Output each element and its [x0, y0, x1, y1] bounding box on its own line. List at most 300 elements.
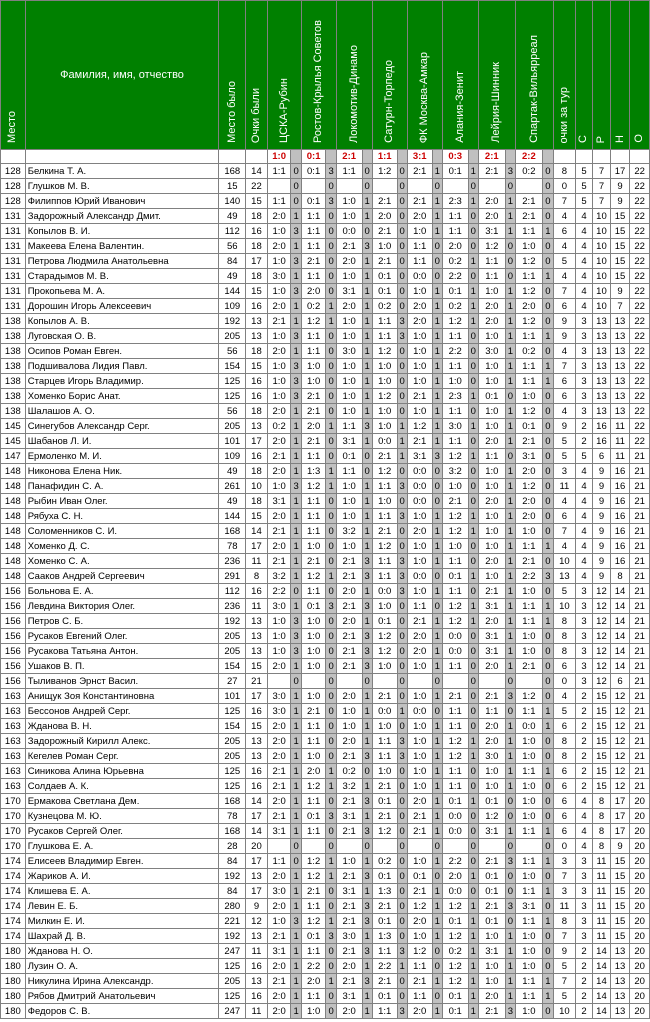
result-8: 2:2 — [515, 150, 542, 164]
cell-points: 1 — [468, 899, 478, 914]
cell-points: 1 — [468, 509, 478, 524]
table-row — [1, 719, 650, 734]
cell-s: 4 — [575, 524, 593, 539]
cell-points: 0 — [362, 179, 372, 194]
cell-points: 1 — [432, 299, 442, 314]
cell-prediction: 2:1 — [407, 974, 432, 989]
cell-prediction: 1:0 — [336, 194, 362, 209]
cell-points: 1 — [432, 644, 442, 659]
cell-mesto-bylo: 247 — [219, 1004, 246, 1019]
cell-points: 3 — [291, 329, 301, 344]
cell-points: 1 — [468, 929, 478, 944]
cell-s: 4 — [575, 539, 593, 554]
cell-points: 1 — [291, 734, 301, 749]
cell-o: 22 — [630, 224, 650, 239]
cell-ochki-za-tur: 0 — [554, 179, 576, 194]
cell-points: 0 — [362, 674, 372, 689]
cell-points: 0 — [468, 824, 478, 839]
cell-points: 1 — [468, 314, 478, 329]
table-row — [1, 959, 650, 974]
cell-prediction: 1:0 — [372, 599, 397, 614]
cell-prediction: 1:1 — [372, 944, 397, 959]
cell-mesto: 174 — [1, 929, 26, 944]
cell-prediction: 1:1 — [515, 614, 542, 629]
cell-points: 1 — [432, 809, 442, 824]
cell-points: 0 — [468, 884, 478, 899]
cell-points: 1 — [505, 209, 515, 224]
cell-prediction: 1:0 — [407, 284, 432, 299]
cell-fio: Осипов Роман Евген. — [25, 344, 219, 359]
cell-ochki-za-tur: 7 — [554, 929, 576, 944]
cell-ochki-byli: 15 — [246, 509, 268, 524]
cell-prediction: 1:1 — [442, 764, 468, 779]
cell-mesto-bylo: 205 — [219, 749, 246, 764]
cell-o: 22 — [630, 269, 650, 284]
cell-prediction: 0:1 — [442, 569, 468, 584]
cell-ochki-byli: 13 — [246, 869, 268, 884]
cell-prediction: 2:1 — [478, 1004, 505, 1019]
cell-ochki-byli: 17 — [246, 434, 268, 449]
cell-o: 21 — [630, 764, 650, 779]
cell-prediction: 2:1 — [336, 749, 362, 764]
cell-points: 1 — [362, 524, 372, 539]
cell-points: 3 — [505, 854, 515, 869]
cell-prediction: 2:0 — [478, 614, 505, 629]
cell-mesto-bylo: 205 — [219, 734, 246, 749]
cell-points: 1 — [362, 884, 372, 899]
cell-prediction: 2:0 — [301, 974, 326, 989]
cell-prediction: 2:0 — [442, 239, 468, 254]
cell-r: 9 — [593, 479, 611, 494]
cell-n: 14 — [610, 584, 630, 599]
cell-prediction: 2:1 — [372, 449, 397, 464]
cell-mesto-bylo: 125 — [219, 704, 246, 719]
cell-r: 10 — [593, 299, 611, 314]
cell-mesto: 180 — [1, 1004, 26, 1019]
cell-o: 21 — [630, 479, 650, 494]
cell-points: 3 — [291, 224, 301, 239]
cell-points: 0 — [432, 254, 442, 269]
cell-points: 1 — [291, 824, 301, 839]
cell-prediction: 1:1 — [442, 359, 468, 374]
cell-points: 0 — [542, 254, 553, 269]
cell-fio: Хоменко Борис Анат. — [25, 389, 219, 404]
cell-s: 4 — [575, 839, 593, 854]
cell-points: 0 — [397, 884, 407, 899]
cell-points: 0 — [326, 254, 336, 269]
header-fio: Фамилия, имя, отчество — [25, 1, 219, 150]
cell-o: 20 — [630, 929, 650, 944]
cell-prediction: 0:1 — [336, 449, 362, 464]
cell-points: 1 — [362, 284, 372, 299]
cell-points: 3 — [291, 254, 301, 269]
cell-points: 3 — [291, 614, 301, 629]
cell-points: 3 — [326, 929, 336, 944]
cell-s: 2 — [575, 1004, 593, 1019]
cell-mesto: 131 — [1, 239, 26, 254]
cell-o: 22 — [630, 194, 650, 209]
cell-points: 1 — [362, 689, 372, 704]
cell-prediction: 1:2 — [515, 479, 542, 494]
cell-prediction: 1:0 — [267, 644, 291, 659]
table-row — [1, 1004, 650, 1019]
cell-prediction: 1:1 — [407, 989, 432, 1004]
cell-prediction: 1:0 — [515, 929, 542, 944]
cell-points: 0 — [326, 719, 336, 734]
cell-prediction: 1:0 — [336, 329, 362, 344]
cell-mesto: 131 — [1, 209, 26, 224]
cell-ochki-za-tur: 8 — [554, 914, 576, 929]
cell-r: 6 — [593, 449, 611, 464]
cell-r: 9 — [593, 494, 611, 509]
cell-points: 1 — [432, 419, 442, 434]
cell-mesto: 180 — [1, 944, 26, 959]
cell-n: 15 — [610, 269, 630, 284]
cell-points: 1 — [505, 359, 515, 374]
cell-ochki-byli: 13 — [246, 314, 268, 329]
cell-prediction: 1:0 — [515, 644, 542, 659]
cell-mesto-bylo: 28 — [219, 839, 246, 854]
cell-points: 0 — [505, 839, 515, 854]
cell-n: 12 — [610, 749, 630, 764]
cell-points: 3 — [291, 389, 301, 404]
cell-prediction: 1:1 — [372, 509, 397, 524]
cell-mesto-bylo: 84 — [219, 254, 246, 269]
cell-prediction: 1:1 — [301, 899, 326, 914]
cell-points: 1 — [326, 764, 336, 779]
cell-mesto-bylo: 49 — [219, 209, 246, 224]
cell-points: 1 — [432, 344, 442, 359]
cell-prediction: 2:0 — [478, 719, 505, 734]
cell-prediction: 1:0 — [336, 404, 362, 419]
cell-points: 1 — [291, 884, 301, 899]
cell-prediction: 2:1 — [267, 779, 291, 794]
result-3: 2:1 — [336, 150, 362, 164]
cell-points: 0 — [542, 449, 553, 464]
cell-ochki-byli: 21 — [246, 674, 268, 689]
cell-prediction — [515, 179, 542, 194]
cell-ochki-byli: 17 — [246, 854, 268, 869]
cell-r: 12 — [593, 674, 611, 689]
cell-prediction: 1:1 — [442, 404, 468, 419]
cell-points: 0 — [468, 539, 478, 554]
cell-fio: Солдаев А. К. — [25, 779, 219, 794]
cell-ochki-byli: 17 — [246, 254, 268, 269]
cell-ochki-za-tur: 10 — [554, 1004, 576, 1019]
cell-prediction: 2:0 — [267, 989, 291, 1004]
cell-prediction: 0:1 — [442, 284, 468, 299]
cell-points: 1 — [291, 749, 301, 764]
cell-points: 1 — [542, 224, 553, 239]
cell-fio: Шахрай Д. В. — [25, 929, 219, 944]
cell-points: 1 — [432, 614, 442, 629]
cell-prediction: 1:0 — [478, 404, 505, 419]
cell-points: 3 — [362, 599, 372, 614]
cell-prediction: 2:0 — [407, 314, 432, 329]
cell-prediction: 0:1 — [407, 869, 432, 884]
cell-n: 12 — [610, 779, 630, 794]
cell-ochki-byli: 17 — [246, 539, 268, 554]
cell-points: 1 — [432, 404, 442, 419]
cell-mesto: 163 — [1, 749, 26, 764]
cell-r: 12 — [593, 599, 611, 614]
cell-prediction: 2:1 — [372, 254, 397, 269]
cell-prediction: 2:1 — [407, 824, 432, 839]
cell-prediction: 2:1 — [407, 884, 432, 899]
cell-points: 0 — [542, 779, 553, 794]
cell-points: 0 — [326, 179, 336, 194]
cell-s: 2 — [575, 959, 593, 974]
cell-points: 1 — [362, 704, 372, 719]
cell-points: 1 — [432, 914, 442, 929]
cell-r: 11 — [593, 854, 611, 869]
cell-prediction: 0:1 — [442, 1004, 468, 1019]
cell-fio: Прокопьева М. А. — [25, 284, 219, 299]
cell-points: 1 — [432, 929, 442, 944]
cell-points: 0 — [542, 299, 553, 314]
cell-prediction: 2:1 — [267, 764, 291, 779]
cell-prediction: 1:2 — [442, 449, 468, 464]
cell-prediction: 1:0 — [407, 554, 432, 569]
cell-prediction: 1:1 — [267, 854, 291, 869]
table-row — [1, 869, 650, 884]
cell-fio: Елисеев Владимир Евген. — [25, 854, 219, 869]
cell-prediction: 2:2 — [267, 584, 291, 599]
cell-n: 17 — [610, 824, 630, 839]
cell-prediction: 1:1 — [442, 659, 468, 674]
cell-prediction: 1:2 — [372, 644, 397, 659]
cell-ochki-byli: 18 — [246, 494, 268, 509]
cell-prediction: 3:1 — [407, 449, 432, 464]
table-row — [1, 944, 650, 959]
cell-points: 0 — [542, 929, 553, 944]
cell-ochki-za-tur: 0 — [554, 839, 576, 854]
cell-prediction: 0:1 — [301, 929, 326, 944]
cell-prediction: 2:2 — [515, 569, 542, 584]
cell-prediction: 1:2 — [515, 254, 542, 269]
cell-ochki-byli: 22 — [246, 179, 268, 194]
cell-prediction: 1:0 — [336, 314, 362, 329]
cell-ochki-za-tur: 6 — [554, 794, 576, 809]
cell-points: 0 — [326, 884, 336, 899]
cell-points: 1 — [326, 914, 336, 929]
cell-points: 3 — [362, 824, 372, 839]
cell-s: 4 — [575, 569, 593, 584]
cell-n: 11 — [610, 419, 630, 434]
cell-points: 1 — [542, 824, 553, 839]
cell-points: 0 — [542, 314, 553, 329]
cell-n: 16 — [610, 524, 630, 539]
table-row — [1, 374, 650, 389]
cell-points: 1 — [326, 479, 336, 494]
cell-prediction: 1:1 — [515, 884, 542, 899]
cell-prediction: 1:2 — [301, 914, 326, 929]
cell-points: 0 — [505, 704, 515, 719]
table-row — [1, 284, 650, 299]
cell-points: 0 — [397, 929, 407, 944]
table-row — [1, 389, 650, 404]
cell-o: 21 — [630, 629, 650, 644]
cell-points: 3 — [397, 569, 407, 584]
cell-fio: Петров С. Б. — [25, 614, 219, 629]
cell-points: 0 — [468, 344, 478, 359]
cell-points: 1 — [505, 989, 515, 1004]
cell-prediction: 3:2 — [267, 569, 291, 584]
cell-prediction: 1:0 — [336, 389, 362, 404]
cell-ochki-za-tur: 5 — [554, 704, 576, 719]
cell-prediction: 0:1 — [301, 164, 326, 179]
cell-points: 1 — [362, 539, 372, 554]
cell-o: 20 — [630, 944, 650, 959]
cell-prediction: 1:1 — [515, 269, 542, 284]
cell-points: 0 — [326, 509, 336, 524]
cell-points: 3 — [291, 914, 301, 929]
cell-ochki-za-tur: 7 — [554, 284, 576, 299]
cell-mesto-bylo: 192 — [219, 614, 246, 629]
cell-prediction: 1:2 — [301, 314, 326, 329]
cell-o: 20 — [630, 974, 650, 989]
cell-ochki-za-tur: 8 — [554, 644, 576, 659]
cell-ochki-za-tur: 6 — [554, 824, 576, 839]
cell-ochki-za-tur: 4 — [554, 344, 576, 359]
cell-points: 0 — [542, 629, 553, 644]
cell-o: 20 — [630, 839, 650, 854]
cell-prediction: 1:1 — [515, 224, 542, 239]
cell-points: 0 — [397, 839, 407, 854]
cell-o: 22 — [630, 209, 650, 224]
cell-mesto: 128 — [1, 164, 26, 179]
cell-prediction: 1:0 — [407, 854, 432, 869]
cell-prediction: 0:2 — [442, 944, 468, 959]
cell-points: 1 — [505, 614, 515, 629]
cell-mesto-bylo: 27 — [219, 674, 246, 689]
cell-n: 11 — [610, 434, 630, 449]
cell-prediction: 2:1 — [336, 659, 362, 674]
cell-ochki-za-tur: 8 — [554, 164, 576, 179]
header-s: С — [575, 1, 593, 150]
cell-points: 1 — [432, 284, 442, 299]
cell-mesto-bylo: 154 — [219, 359, 246, 374]
cell-points: 0 — [432, 944, 442, 959]
cell-points: 0 — [542, 1004, 553, 1019]
header-row — [1, 1, 650, 150]
cell-points: 3 — [362, 974, 372, 989]
cell-prediction: 2:1 — [372, 974, 397, 989]
cell-points: 1 — [468, 1004, 478, 1019]
cell-points: 0 — [326, 959, 336, 974]
cell-points: 0 — [505, 254, 515, 269]
cell-points: 1 — [432, 554, 442, 569]
cell-mesto: 148 — [1, 569, 26, 584]
cell-prediction: 1:1 — [515, 329, 542, 344]
cell-r: 10 — [593, 269, 611, 284]
cell-prediction: 1:0 — [301, 659, 326, 674]
cell-points: 1 — [432, 434, 442, 449]
cell-prediction: 2:0 — [478, 314, 505, 329]
cell-points: 0 — [397, 239, 407, 254]
cell-points: 0 — [542, 899, 553, 914]
cell-s: 5 — [575, 194, 593, 209]
cell-n: 13 — [610, 314, 630, 329]
cell-mesto-bylo: 125 — [219, 989, 246, 1004]
cell-prediction: 1:0 — [478, 779, 505, 794]
cell-prediction: 2:1 — [336, 239, 362, 254]
cell-ochki-byli: 8 — [246, 569, 268, 584]
cell-prediction: 1:0 — [407, 779, 432, 794]
result-6: 0:3 — [442, 150, 468, 164]
cell-prediction: 1:2 — [442, 599, 468, 614]
cell-r: 8 — [593, 839, 611, 854]
cell-r: 8 — [593, 794, 611, 809]
table-row — [1, 209, 650, 224]
cell-prediction: 1:1 — [336, 464, 362, 479]
cell-points: 0 — [326, 374, 336, 389]
cell-prediction: 1:1 — [372, 479, 397, 494]
cell-points: 0 — [397, 284, 407, 299]
table-row — [1, 194, 650, 209]
cell-prediction: 1:1 — [515, 599, 542, 614]
table-row — [1, 599, 650, 614]
cell-prediction: 0:0 — [442, 884, 468, 899]
header-ochki-byli: Очки были — [246, 1, 268, 150]
cell-fio: Задорожный Александр Дмит. — [25, 209, 219, 224]
cell-points: 0 — [505, 869, 515, 884]
cell-points: 0 — [542, 674, 553, 689]
table-row — [1, 794, 650, 809]
cell-n: 13 — [610, 389, 630, 404]
cell-points: 1 — [326, 464, 336, 479]
cell-points: 0 — [542, 584, 553, 599]
cell-prediction: 0:1 — [478, 869, 505, 884]
cell-points: 3 — [291, 359, 301, 374]
cell-s: 2 — [575, 764, 593, 779]
cell-points: 0 — [326, 704, 336, 719]
cell-r: 13 — [593, 359, 611, 374]
cell-prediction: 1:0 — [267, 359, 291, 374]
cell-o: 20 — [630, 794, 650, 809]
cell-prediction: 1:1 — [515, 374, 542, 389]
table-row — [1, 644, 650, 659]
cell-points: 0 — [326, 989, 336, 1004]
cell-n: 13 — [610, 404, 630, 419]
cell-r: 9 — [593, 569, 611, 584]
cell-r: 14 — [593, 974, 611, 989]
cell-mesto-bylo: 140 — [219, 194, 246, 209]
cell-prediction: 1:0 — [407, 929, 432, 944]
cell-ochki-byli: 18 — [246, 269, 268, 284]
cell-prediction: 1:2 — [442, 959, 468, 974]
cell-points: 0 — [542, 809, 553, 824]
cell-ochki-za-tur: 11 — [554, 479, 576, 494]
cell-o: 21 — [630, 569, 650, 584]
cell-ochki-byli: 15 — [246, 359, 268, 374]
cell-prediction: 2:1 — [372, 809, 397, 824]
cell-o: 20 — [630, 914, 650, 929]
cell-prediction: 2:3 — [442, 389, 468, 404]
cell-points: 0 — [542, 524, 553, 539]
cell-prediction: 3:1 — [478, 944, 505, 959]
cell-s: 3 — [575, 869, 593, 884]
cell-mesto: 138 — [1, 314, 26, 329]
cell-s: 3 — [575, 899, 593, 914]
cell-points: 1 — [468, 944, 478, 959]
cell-mesto: 174 — [1, 884, 26, 899]
cell-points: 0 — [326, 389, 336, 404]
cell-prediction: 1:0 — [407, 359, 432, 374]
cell-r: 13 — [593, 374, 611, 389]
cell-points: 0 — [326, 239, 336, 254]
cell-points: 0 — [542, 239, 553, 254]
